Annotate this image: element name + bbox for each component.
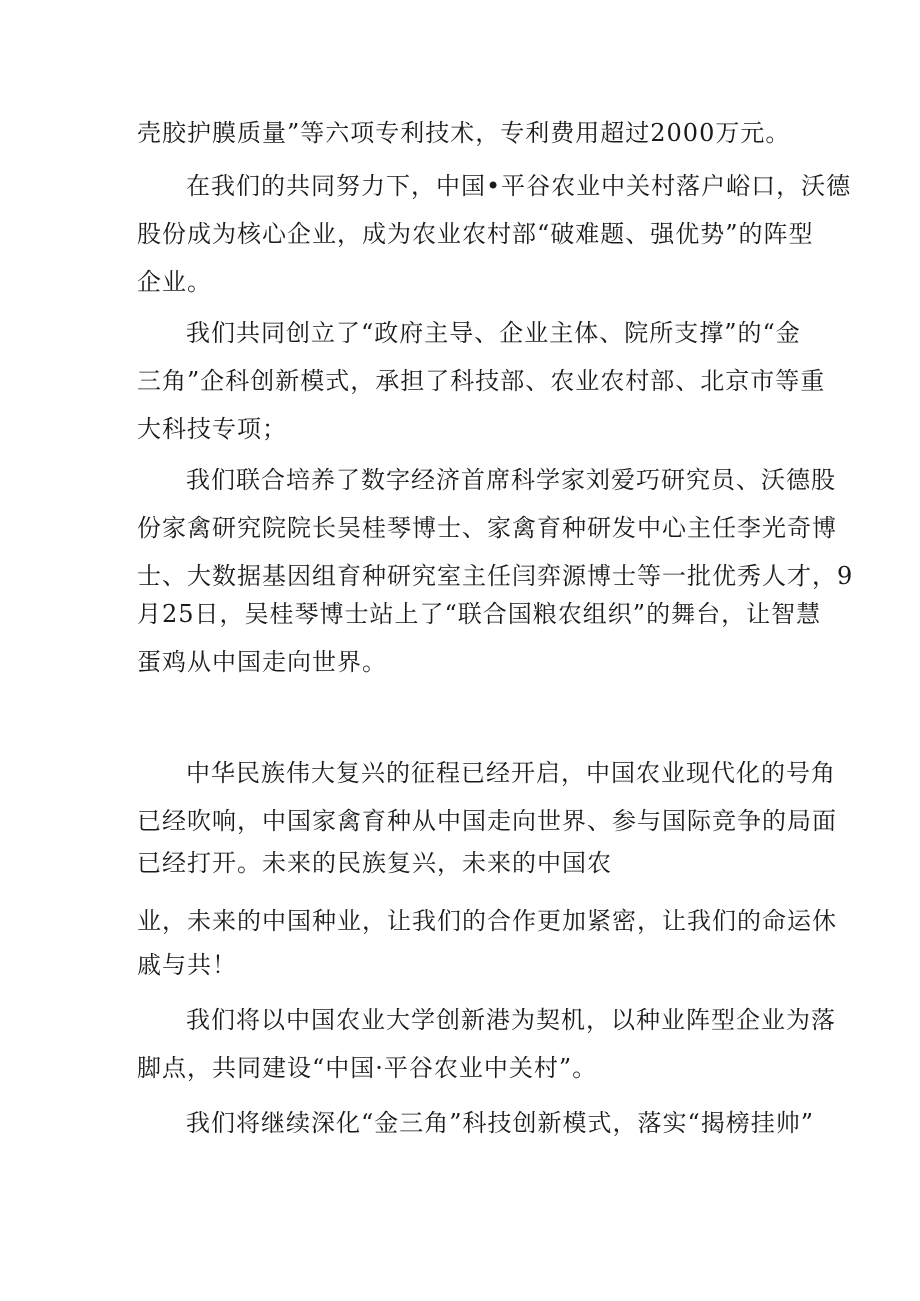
paragraph-1-line-1: 壳胶护膜质量”等六项专利技术，专利费用超过2000万元。 [137,119,791,147]
paragraph-2-line-2: 股份成为核心企业，成为农业农村部“破难题、强优势”的阵型 [137,220,814,248]
paragraph-3-line-2: 三角”企科创新模式，承担了科技部、农业农村部、北京市等重 [137,367,826,395]
paragraph-3-line-1: 我们共同创立了“政府主导、企业主体、院所支撑”的“金 [186,319,801,347]
paragraph-5-line-2: 已经吹响，中国家禽育种从中国走向世界、参与国际竞争的局面 [137,807,837,835]
paragraph-4-line-3: 士、大数据基因组育种研究室主任闫弈源博士等一批优秀人才，9 [137,562,854,590]
paragraph-6-line-1: 业，未来的中国种业，让我们的合作更加紧密，让我们的命运休 [137,907,837,935]
paragraph-4-line-5: 蛋鸡从中国走向世界。 [137,648,387,676]
paragraph-4-line-4: 月25日，吴桂琴博士站上了“联合国粮农组织”的舞台，让智慧 [137,600,822,628]
paragraph-7-line-2: 脚点，共同建设“中国·平谷农业中关村”。 [137,1054,598,1082]
paragraph-2-line-1: 在我们的共同努力下，中国•平谷农业中关村落户峪口，沃德 [186,172,852,200]
paragraph-2-line-3: 企业。 [137,268,212,296]
paragraph-8-line-1: 我们将继续深化“金三角”科技创新模式，落实“揭榜挂帅” [186,1109,815,1137]
paragraph-4-line-2: 份家禽研究院院长吴桂琴博士、家禽育种研发中心主任李光奇博 [137,514,837,542]
paragraph-3-line-3: 大科技专项； [137,415,287,443]
paragraph-4-line-1: 我们联合培养了数字经济首席科学家刘爱巧研究员、沃德股 [186,466,836,494]
paragraph-6-line-2: 戚与共！ [137,951,237,979]
paragraph-5-line-3: 已经打开。未来的民族复兴，未来的中国农 [137,849,612,877]
paragraph-7-line-1: 我们将以中国农业大学创新港为契机，以种业阵型企业为落 [186,1006,836,1034]
paragraph-5-line-1: 中华民族伟大复兴的征程已经开启，中国农业现代化的号角 [186,759,836,787]
